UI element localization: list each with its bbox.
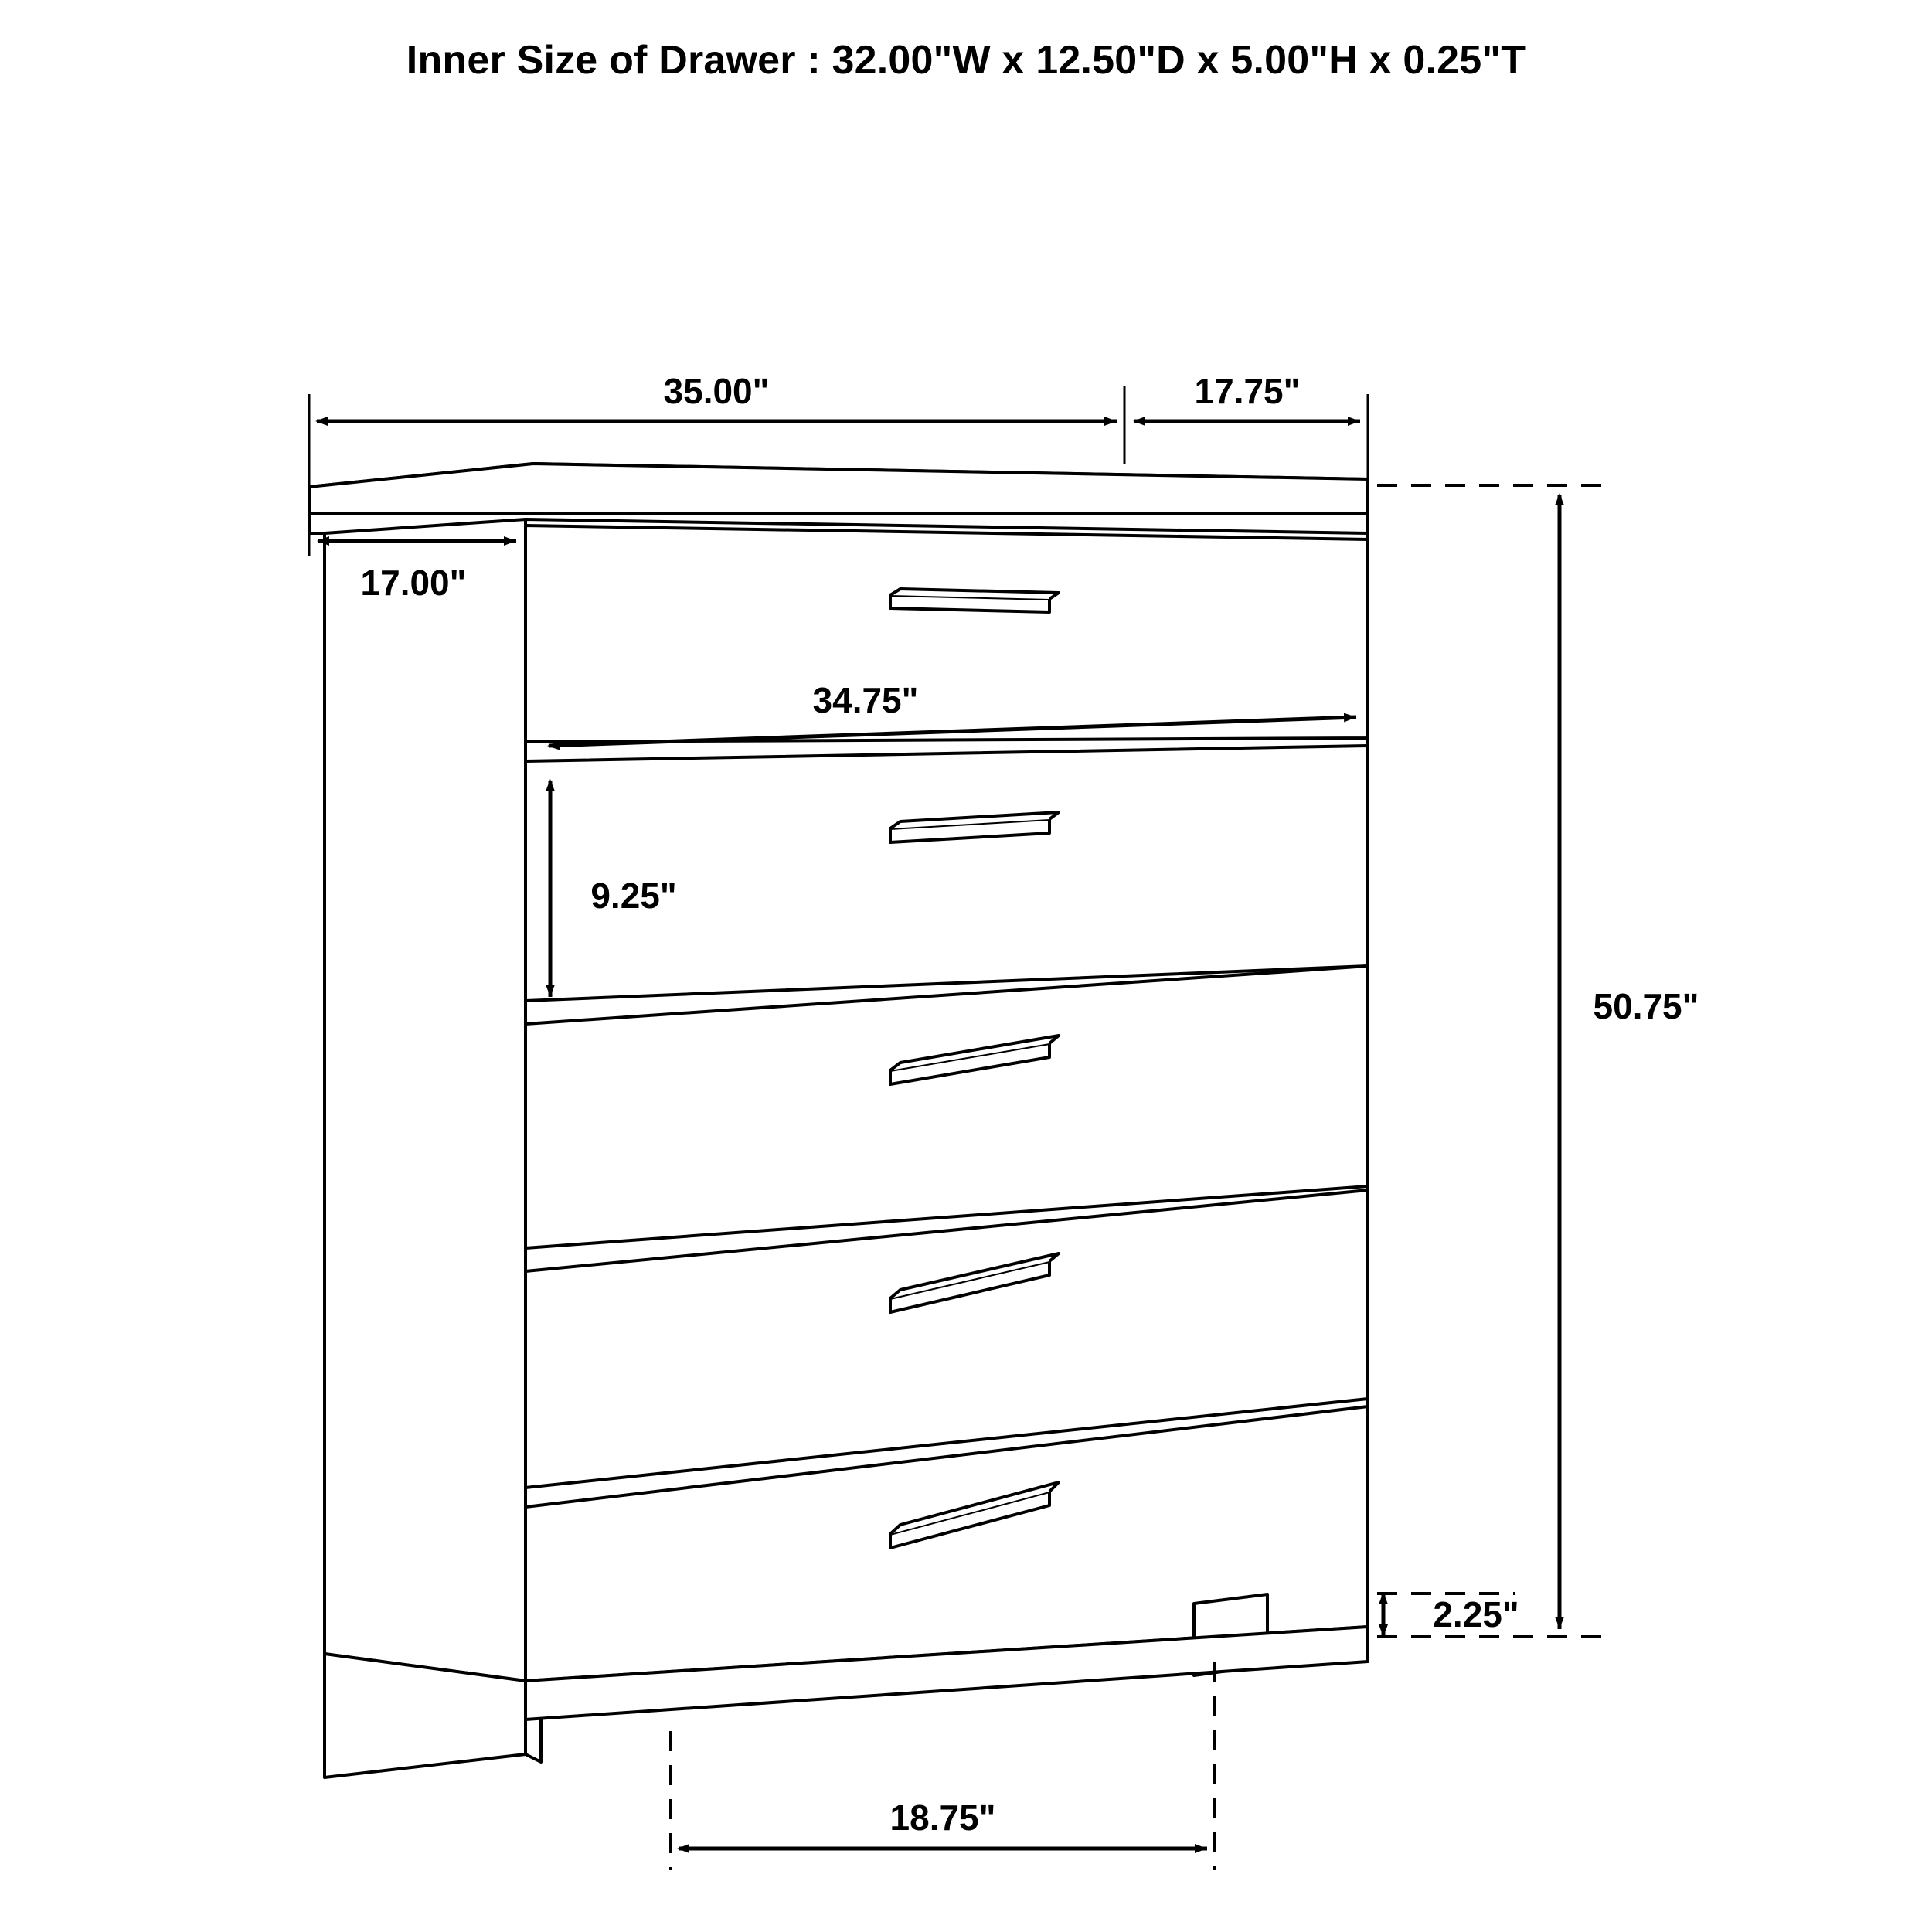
handle-1[interactable]	[890, 589, 1059, 612]
drawer-front-1[interactable]	[526, 526, 1368, 742]
dim-drawer-height-label: 9.25"	[590, 876, 677, 916]
dim-top-width	[317, 371, 1117, 421]
dim-top-width-label: 35.00"	[663, 371, 770, 411]
chest-left-side-panel	[325, 519, 526, 1681]
dim-overall-height	[1560, 495, 1699, 1629]
dim-drawer-front-width-label: 34.75"	[812, 680, 919, 720]
dim-top-depth-right	[1134, 371, 1360, 421]
dim-foot-height-label: 2.25"	[1433, 1594, 1519, 1634]
chest-top-slab-front	[309, 464, 1368, 514]
dim-foot-span	[679, 1798, 1207, 1849]
dim-side-depth-label: 17.00"	[360, 563, 467, 603]
drawer-fronts	[526, 526, 1368, 1681]
height-leader-lines	[1377, 485, 1615, 1637]
drawer-front-2[interactable]	[526, 746, 1368, 1001]
dim-foot-span-label: 18.75"	[889, 1798, 996, 1838]
dim-overall-height-label: 50.75"	[1593, 986, 1699, 1026]
dim-top-depth-right-label: 17.75"	[1194, 371, 1301, 411]
dim-foot-height	[1377, 1594, 1519, 1637]
page-title: Inner Size of Drawer : 32.00"W x 12.50"D x 5.00"H x 0.25"T	[406, 38, 1526, 83]
